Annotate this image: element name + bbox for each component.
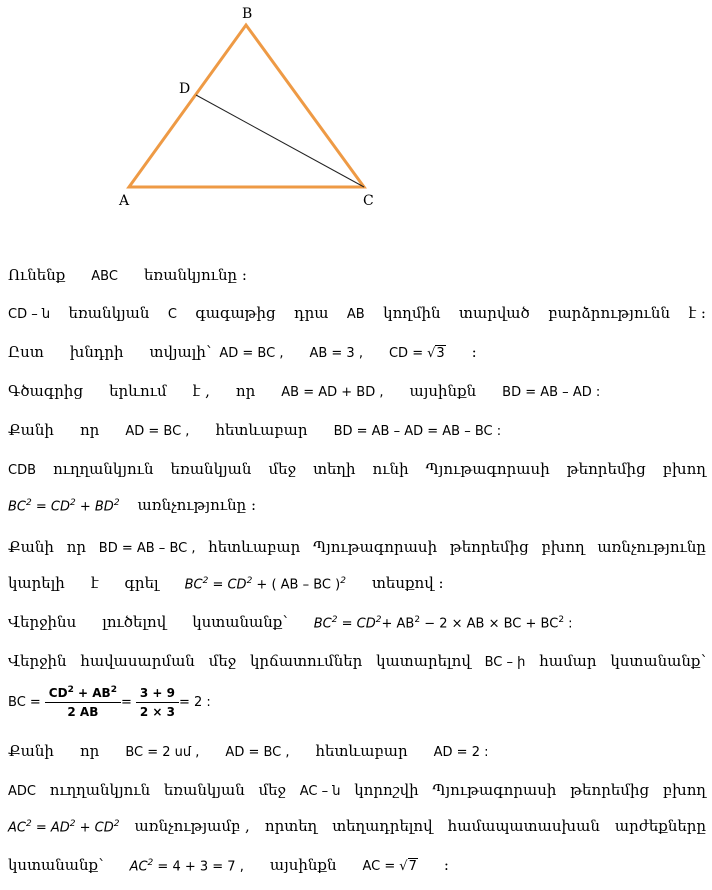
text-line-11: Վերջին հավասարման մեջ կրճատումներ կատարելով BC – ի համար կստանանք՝ (8, 652, 706, 670)
text-line-3: Ըստ խնդրի տվյալի՝ AD = BC , AB = 3 , CD = √3 : (8, 343, 477, 361)
fraction-bc: $\frac{CD^2 + AB^2}{2 AB}$ (45, 685, 121, 719)
text-line-10: Վերջինս լուծելով կստանանք՝ $BC^2 = CD^2$ + $AB^2 - 2$ × AB × BC + $BC^2$ : (8, 613, 573, 631)
fraction-values: $\frac{3 + 9}{2 \times 3}$ (136, 686, 179, 719)
vertex-label-d: D (179, 81, 191, 97)
text-line-9: կարելի է գրել $BC^2 = CD^2$ + ( AB – BC )$^2$ տեսքով : (8, 574, 444, 592)
text-line-16: կստանանք՝ $AC^2 = 4 + 3 = 7$ , այսինքն AC = √7 : (8, 856, 449, 874)
vertex-label-b: B (242, 6, 253, 22)
triangle-figure (0, 0, 712, 215)
text-line-1: Ունենք ABC եռանկյունը : (8, 266, 247, 284)
text-line-2: CD – ն եռանկյան C գագաթից դրա AB կողմին տարված բարձրությունն է : (8, 304, 706, 322)
segment-cd (196, 95, 364, 187)
text-line-14: ADC ուղղանկյուն եռանկյան մեջ AC – ն կորոշվի Պյութագորասի թեորեմից բխող (8, 781, 706, 799)
vertex-label-c: C (363, 193, 374, 209)
text-line-6: CDB ուղղանկյուն եռանկյան մեջ տեղի ունի Պյութագորասի թեորեմից բխող (8, 460, 706, 478)
text-line-7: $BC^2 = CD^2 + BD^2$ առնչությունը : (8, 496, 257, 514)
triangle-abc (129, 25, 364, 187)
text-line-15: $AC^2 = AD^2 + CD^2$ առնչությամբ , որտեղ տեղադրելով համապատասխան արժեքները (8, 817, 706, 835)
sqrt-3: √3 (427, 346, 445, 361)
text-line-5: Քանի որ AD = BC , հետևաբար BD = AB – AD = AB – BC : (8, 421, 502, 439)
sqrt-7: √7 (399, 859, 417, 874)
text-line-4: Գծագրից երևում է , որ AB = AD + BD , այսինքն BD = AB – AD : (8, 382, 601, 400)
text-line-8: Քանի որ BD = AB – BC , հետևաբար Պյութագորասի թեորեմից բխող առնչությունը (8, 538, 706, 556)
text-line-12: BC = $\frac{CD^2 + AB^2}{2 AB}$ = $\frac{3 + 9}{2 \times 3}$ = 2 : (8, 685, 211, 719)
text-line-13: Քանի որ BC = 2 սմ , AD = BC , հետևաբար AD = 2 : (8, 742, 489, 760)
vertex-label-a: A (119, 193, 130, 209)
